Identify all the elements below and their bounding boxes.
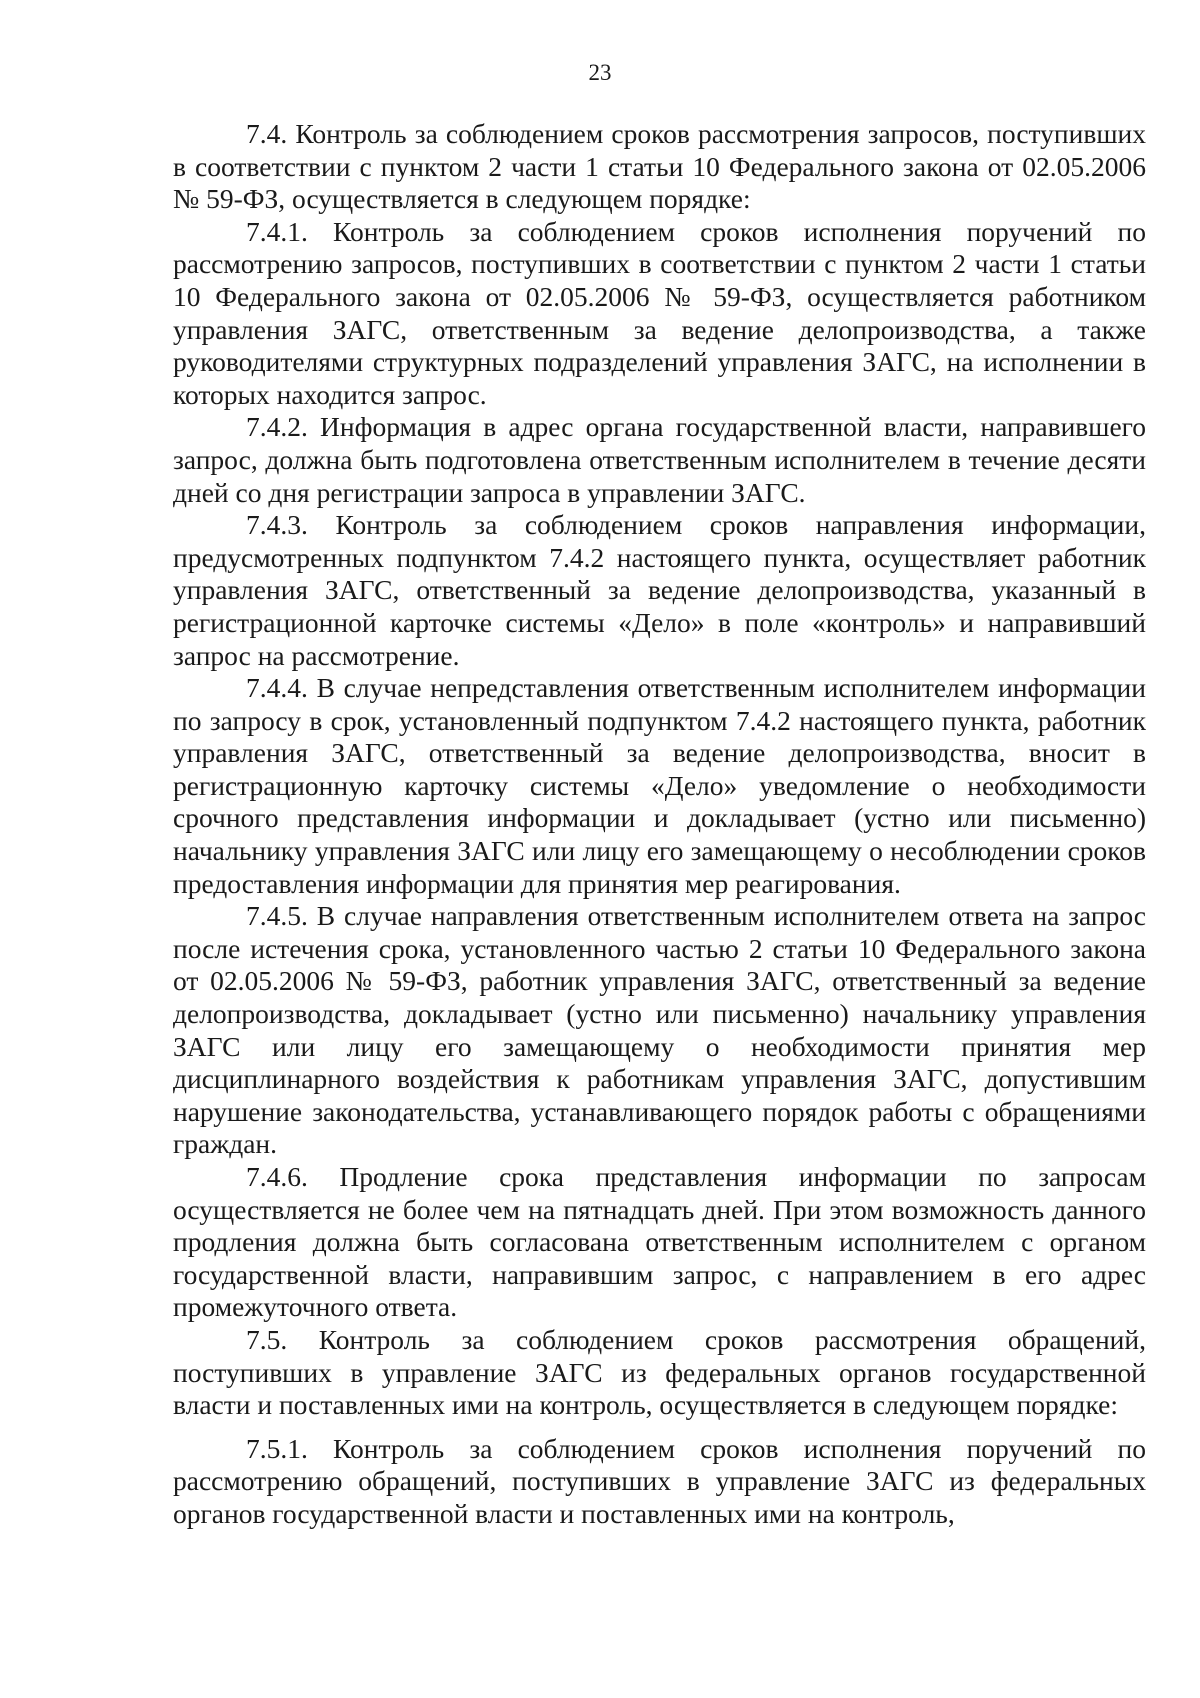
paragraph-7-4-3: 7.4.3. Контроль за соблюдением сроков направления информации, предусмотренных подпунктом 7.4.2 настоящего пункта, осуществляет работник управления ЗАГС, ответственный за ведение делопроизводства, указанный в регистрационной карточке системы «Дело» в поле «контроль» и направивший запрос на рассмотрение.	[173, 509, 1146, 671]
paragraph-7-4-6: 7.4.6. Продление срока представления информации по запросам осуществляется не более чем на пятнадцать дней. При этом возможность данного продления должна быть согласована ответственным исполнителем с органом государственной власти, направившим запрос, с направлением в его адрес промежуточного ответа.	[173, 1161, 1146, 1323]
paragraph-7-4-2: 7.4.2. Информация в адрес органа государственной власти, направившего запрос, должна быть подготовлена ответственным исполнителем в течение десяти дней со дня регистрации запроса в управлении ЗАГС.	[173, 411, 1146, 508]
paragraph-7-4-5: 7.4.5. В случае направления ответственным исполнителем ответа на запрос после истечения срока, установленного частью 2 статьи 10 Федерального закона от 02.05.2006 № 59-ФЗ, работник управления ЗАГС, ответственный за ведение делопроизводства, докладывает (устно или письменно) начальнику управления ЗАГС или лицу его замещающему о необходимости принятия мер дисциплинарного воздействия к работникам управления ЗАГС, допустившим нарушение законодательства, устанавливающего порядок работы с обращениями граждан.	[173, 900, 1146, 1160]
paragraph-7-5: 7.5. Контроль за соблюдением сроков рассмотрения обращений, поступивших в управление ЗАГС из федеральных органов государственной власти и поставленных ими на контроль, осуществляется в следующем порядке:	[173, 1323, 1146, 1421]
document-body	[173, 118, 1146, 1531]
page-number: 23	[588, 60, 612, 85]
paragraph-7-4-1: 7.4.1. Контроль за соблюдением сроков исполнения поручений по рассмотрению запросов, поступивших в соответствии с пунктом 2 части 1 статьи 10 Федерального закона от 02.05.2006 № 59-ФЗ, осуществляется работником управления ЗАГС, ответственным за ведение делопроизводства, а также руководителями структурных подразделений управления ЗАГС, на исполнении в которых находится запрос.	[173, 215, 1146, 410]
paragraph-7-4: 7.4. Контроль за соблюдением сроков рассмотрения запросов, поступивших в соответствии с пунктом 2 части 1 статьи 10 Федерального закона от 02.05.2006 № 59-ФЗ, осуществляется в следующем порядке:	[173, 118, 1146, 215]
paragraph-7-5-1: 7.5.1. Контроль за соблюдением сроков исполнения поручений по рассмотрению обращений, поступивших в управление ЗАГС из федеральных органов государственной власти и поставленных ими на контроль,	[173, 1432, 1146, 1529]
paragraph-7-4-4: 7.4.4. В случае непредставления ответственным исполнителем информации по запросу в срок, установленный подпунктом 7.4.2 настоящего пункта, работник управления ЗАГС, ответственный за ведение делопроизводства, вносит в регистрационную карточку системы «Дело» уведомление о необходимости срочного представления информации и докладывает (устно или письменно) начальнику управления ЗАГС или лицу его замещающему о несоблюдении сроков предоставления информации для принятия мер реагирования.	[173, 672, 1146, 899]
